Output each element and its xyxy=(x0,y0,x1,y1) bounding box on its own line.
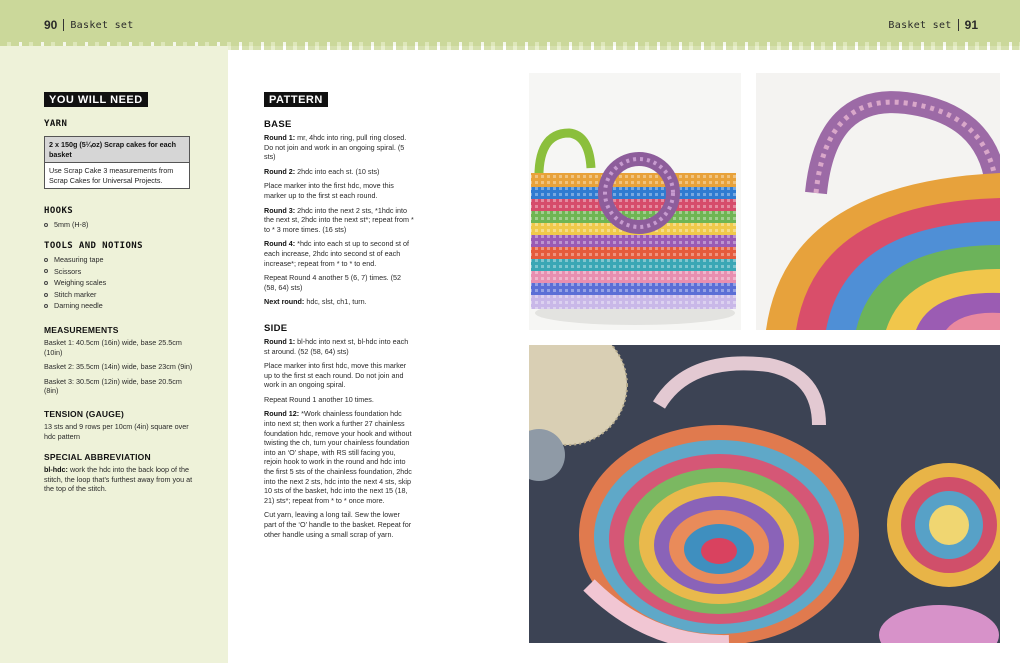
tools-list xyxy=(44,254,194,312)
list-item: Darning needle xyxy=(44,300,194,312)
bullet-icon xyxy=(44,304,48,308)
tools-heading: TOOLS AND NOTIONS xyxy=(44,240,143,251)
folio-left xyxy=(44,18,134,32)
pattern-step: Round 4: *hdc into each st up to second st of each increase, 2hdc into second st of each increase*; repeat from * to * to end. xyxy=(264,239,410,268)
pattern-heading: PATTERN xyxy=(264,92,328,107)
pattern-paragraph: Cut yarn, leaving a long tail. Sew the lower part of the ‘O’ handle to the basket. Repeat for other handle using a small scrap of yarn. xyxy=(264,510,412,539)
basket-side-photo xyxy=(529,73,741,330)
list-item: Stitch marker xyxy=(44,289,194,301)
special-abbreviation-heading: SPECIAL ABBREVIATION xyxy=(44,452,151,463)
pattern-step: Round 1: bl-hdc into next st, bl-hdc into each st around. (52 (58, 64) sts) xyxy=(264,336,409,356)
list-item: 5mm (H-8) xyxy=(44,219,194,231)
list-item: Weighing scales xyxy=(44,277,194,289)
pattern-paragraph: Place marker into the first hdc, move this marker up to the first st each round. xyxy=(264,181,394,200)
abbreviation-term: bl-hdc: xyxy=(44,465,68,475)
abbreviation-definition xyxy=(44,465,194,494)
pattern-paragraph: Repeat Round 1 another 10 times. xyxy=(264,394,374,404)
pattern-paragraph: Repeat Round 4 another 5 (6, 7) times. (52 (58, 64) sts) xyxy=(264,273,402,292)
pattern-step: Round 12: *Work chainless foundation hdc into next st; then work a further 27 chainless foundation hdc, remove your hook and without twisting the ch, turn your chainless foundation into an ‘O’ shape, with RS still facing you, rejoin hook to work in the round and hdc into the first 5 sts of the chainless foundation, 2hdc into the next 2 sts, hdc into the next 4 sts, skip 10 sts of the basket, hdc into the next 15 (18, 21) sts*; repeat from * to * once more. xyxy=(264,409,412,505)
pattern-step: Round 3: 2hdc into the next 2 sts, *1hdc into the next st, 2hdc into the next st*; repeat from * to * 3 more times. (16 sts) xyxy=(264,205,414,234)
page-number-left: 90 xyxy=(44,18,58,32)
measurement-line: Basket 2: 35.5cm (14in) wide, base 23cm (9in) xyxy=(44,362,193,372)
pattern-paragraph: Place marker into first hdc, move this marker up to the first st each round. Do not join and work in an ongoing spiral. xyxy=(264,361,407,390)
measurement-line: Basket 1: 40.5cm (16in) wide, base 25.5cm (10in) xyxy=(44,337,182,357)
you-will-need-heading: YOU WILL NEED xyxy=(44,92,148,107)
list-item: Measuring tape xyxy=(44,254,194,266)
pattern-step: Round 1: mr, 4hdc into ring, pull ring closed. Do not join and work in an ongoing spiral. (5 sts) xyxy=(264,133,407,162)
hooks-heading: HOOKS xyxy=(44,206,74,217)
folio-separator xyxy=(958,19,959,31)
you-will-need-column xyxy=(44,88,194,494)
measurements-heading: MEASUREMENTS xyxy=(44,324,119,335)
yarn-table-row-note: Use Scrap Cake 3 measurements from Scrap Cakes for Universal Projects. xyxy=(45,163,189,188)
abbreviation-text: work the hdc into the back loop of the stitch, the loop that’s furthest away from you at the top of the stitch. xyxy=(44,465,193,494)
folio-separator xyxy=(63,19,64,31)
base-heading: BASE xyxy=(264,119,292,130)
tension-text: 13 sts and 9 rows per 10cm (4in) square over hdc pattern xyxy=(44,421,189,441)
top-decorative-band xyxy=(0,0,1020,46)
bullet-icon xyxy=(44,258,48,262)
page-number-right: 91 xyxy=(964,18,978,32)
basket-handle-closeup-photo xyxy=(756,73,1000,330)
measurement-line: Basket 3: 30.5cm (12in) wide, base 20.5cm (8in) xyxy=(44,376,182,396)
basket-top-view-photo xyxy=(529,345,1000,643)
bullet-icon xyxy=(44,269,48,273)
pattern-step: Next round: hdc, slst, ch1, turn. xyxy=(264,297,367,307)
pattern-step: Round 2: 2hdc into each st. (10 sts) xyxy=(264,166,380,176)
bullet-icon xyxy=(44,281,48,285)
folio-right xyxy=(888,18,978,32)
hooks-list xyxy=(44,219,194,231)
bullet-icon xyxy=(44,293,48,297)
yarn-table xyxy=(44,136,190,189)
running-title-left: Basket set xyxy=(70,19,134,31)
running-title-right: Basket set xyxy=(888,19,952,31)
list-item: Scissors xyxy=(44,266,194,278)
side-heading: SIDE xyxy=(264,322,288,334)
tension-heading: TENSION (GAUGE) xyxy=(44,408,124,419)
yarn-table-row-quantity: 2 x 150g (5¼oz) Scrap cakes for each basket xyxy=(45,137,189,163)
yarn-heading: YARN xyxy=(44,119,68,129)
pattern-column xyxy=(264,88,414,539)
bullet-icon xyxy=(44,223,48,227)
